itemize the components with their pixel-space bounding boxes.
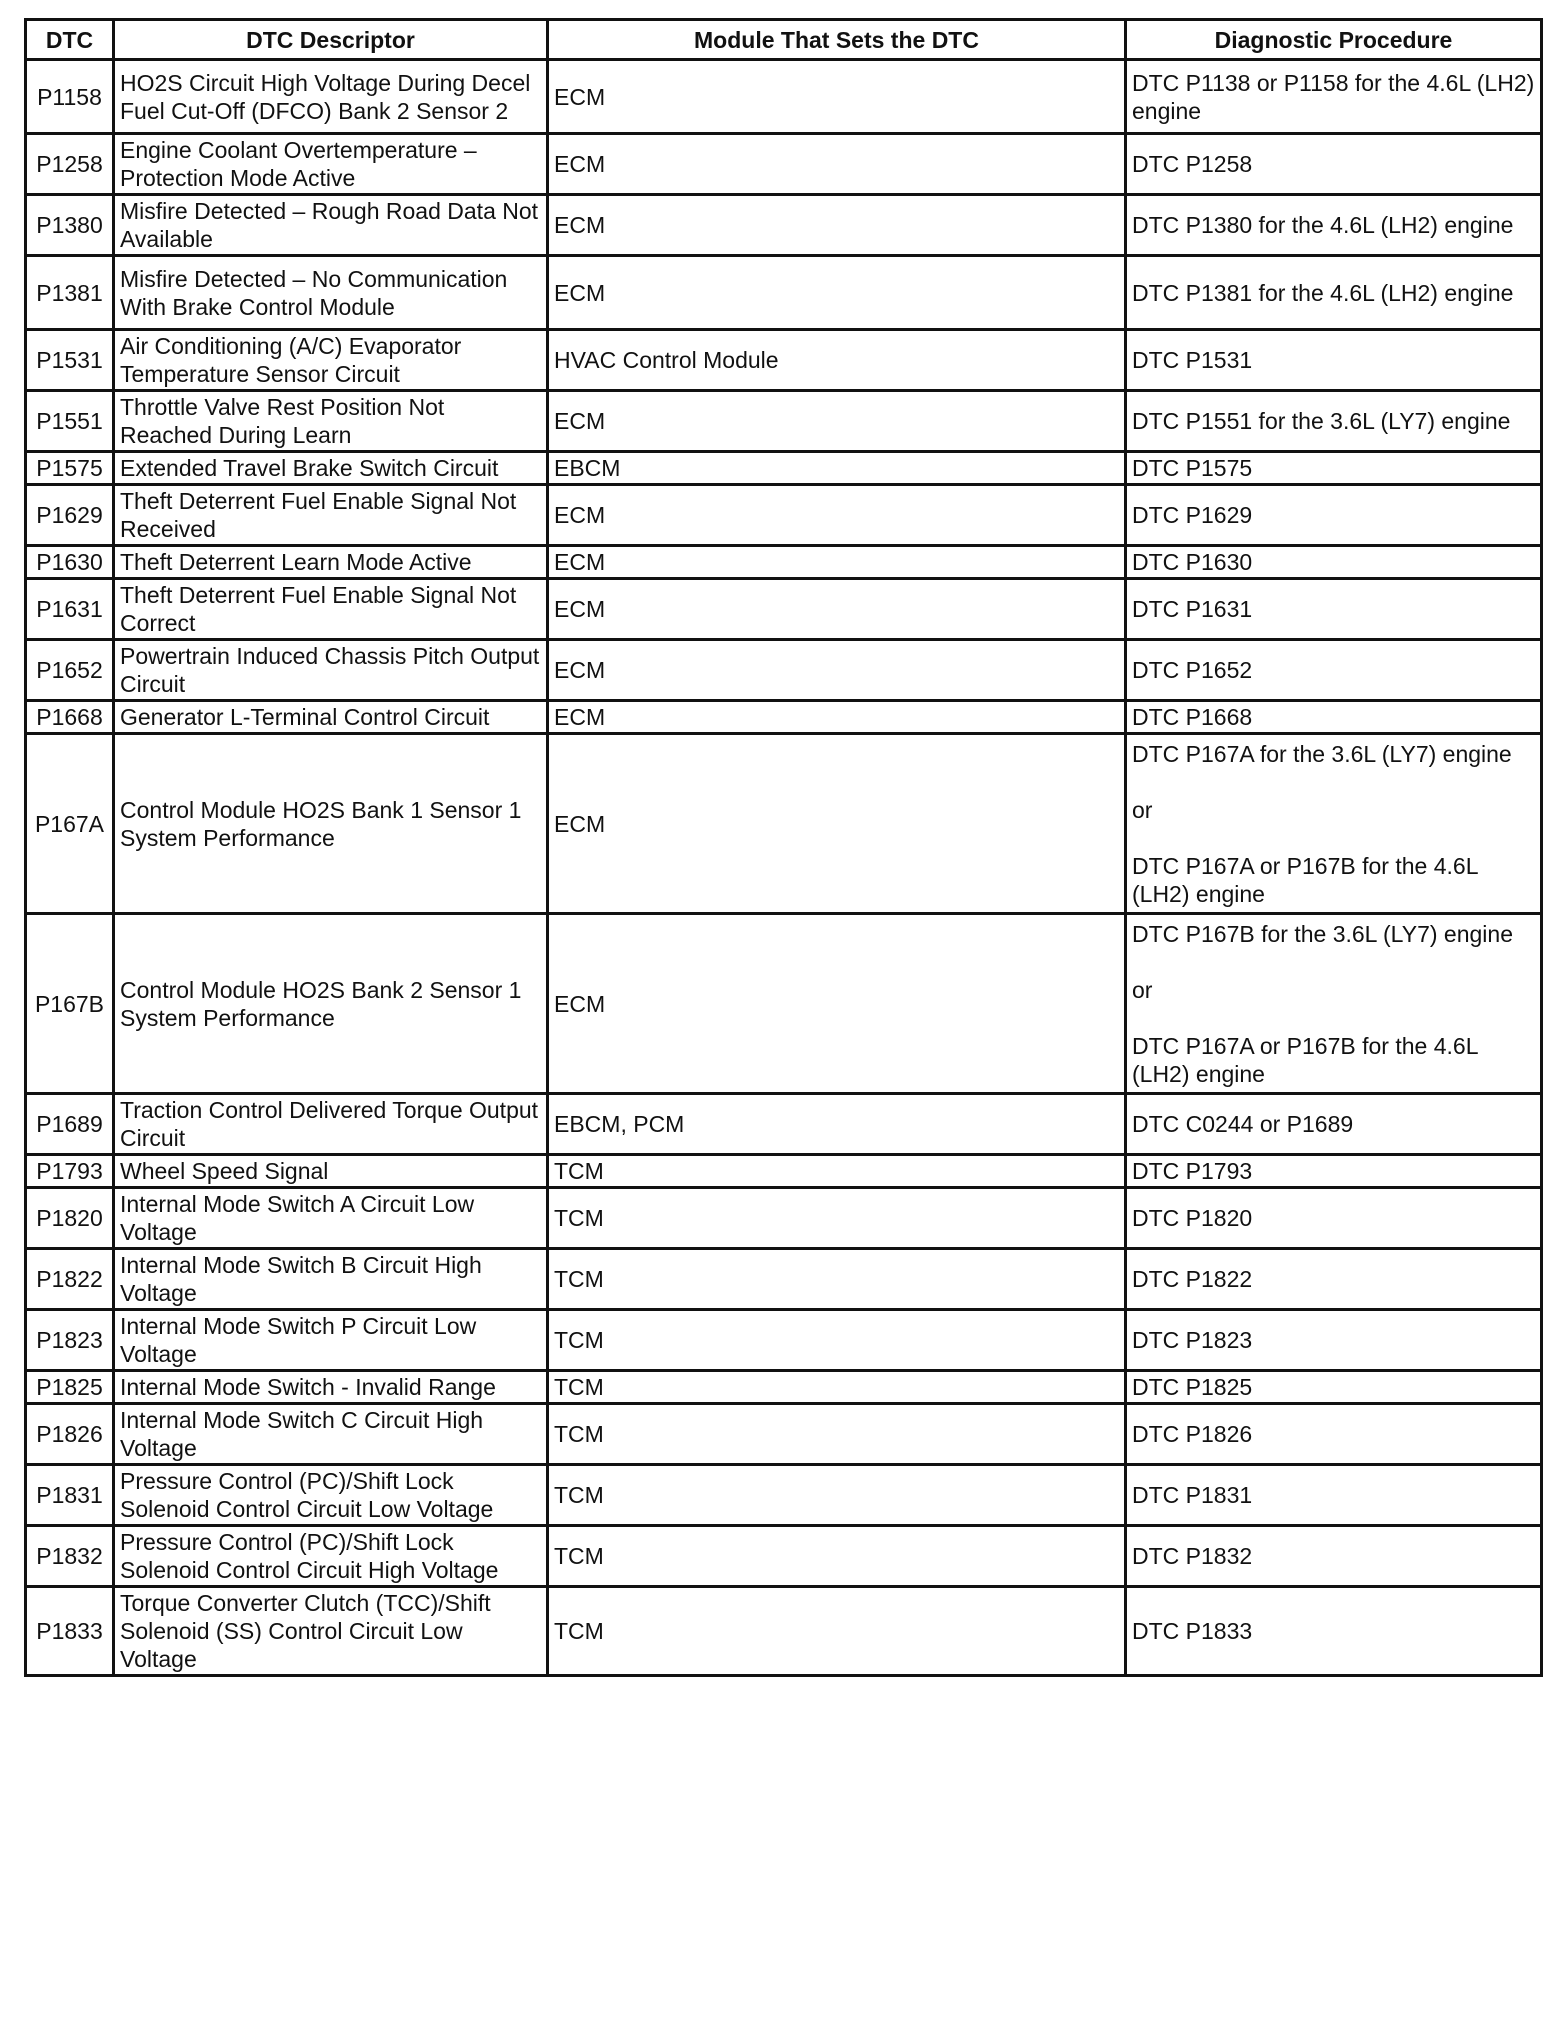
module-cell: ECM: [548, 391, 1126, 452]
dtc-descriptor-cell: Torque Converter Clutch (TCC)/Shift Solenoid (SS) Control Circuit Low Voltage: [114, 1587, 548, 1676]
table-row: [26, 256, 1542, 330]
dtc-descriptor-cell: Air Conditioning (A/C) Evaporator Temperature Sensor Circuit: [114, 330, 548, 391]
dtc-code-cell: P1826: [26, 1404, 114, 1465]
table-row: [26, 1465, 1542, 1526]
diagnostic-procedure-cell: DTC P1822: [1126, 1249, 1542, 1310]
diagnostic-procedure-cell: DTC P1793: [1126, 1155, 1542, 1188]
dtc-descriptor-cell: Misfire Detected – Rough Road Data Not Available: [114, 195, 548, 256]
table-row: [26, 60, 1542, 134]
module-cell: TCM: [548, 1155, 1126, 1188]
diagnostic-procedure-cell: DTC P1652: [1126, 640, 1542, 701]
dtc-descriptor-cell: Pressure Control (PC)/Shift Lock Solenoid Control Circuit Low Voltage: [114, 1465, 548, 1526]
diagnostic-procedure-cell: DTC P1831: [1126, 1465, 1542, 1526]
dtc-descriptor-cell: Theft Deterrent Fuel Enable Signal Not Received: [114, 485, 548, 546]
diagnostic-procedure-cell: DTC P1631: [1126, 579, 1542, 640]
table-row: [26, 579, 1542, 640]
diagnostic-procedure-cell: DTC P1630: [1126, 546, 1542, 579]
module-cell: TCM: [548, 1587, 1126, 1676]
module-cell: TCM: [548, 1404, 1126, 1465]
diagnostic-procedure-cell: DTC P1381 for the 4.6L (LH2) engine: [1126, 256, 1542, 330]
dtc-descriptor-cell: Internal Mode Switch A Circuit Low Voltage: [114, 1188, 548, 1249]
diagnostic-procedure-cell: DTC P1575: [1126, 452, 1542, 485]
dtc-descriptor-cell: Control Module HO2S Bank 2 Sensor 1 System Performance: [114, 914, 548, 1094]
table-row: [26, 330, 1542, 391]
module-cell: TCM: [548, 1188, 1126, 1249]
dtc-code-cell: P1631: [26, 579, 114, 640]
table-row: [26, 734, 1542, 914]
dtc-code-cell: P1823: [26, 1310, 114, 1371]
diagnostic-procedure-cell: DTC P1832: [1126, 1526, 1542, 1587]
table-row: [26, 1404, 1542, 1465]
dtc-descriptor-cell: Internal Mode Switch B Circuit High Voltage: [114, 1249, 548, 1310]
dtc-code-cell: P1629: [26, 485, 114, 546]
module-cell: TCM: [548, 1310, 1126, 1371]
dtc-descriptor-cell: Internal Mode Switch C Circuit High Voltage: [114, 1404, 548, 1465]
module-cell: TCM: [548, 1249, 1126, 1310]
module-cell: ECM: [548, 640, 1126, 701]
dtc-descriptor-cell: Wheel Speed Signal: [114, 1155, 548, 1188]
table-row: [26, 1526, 1542, 1587]
diagnostic-procedure-cell: DTC P1629: [1126, 485, 1542, 546]
module-cell: ECM: [548, 546, 1126, 579]
module-cell: TCM: [548, 1371, 1126, 1404]
table-row: [26, 1371, 1542, 1404]
diagnostic-procedure-cell: DTC P1668: [1126, 701, 1542, 734]
table-header-row: [26, 20, 1542, 60]
diagnostic-procedure-cell: DTC P1551 for the 3.6L (LY7) engine: [1126, 391, 1542, 452]
module-cell: EBCM, PCM: [548, 1094, 1126, 1155]
header-dtc-descriptor: DTC Descriptor: [114, 20, 548, 60]
table-row: [26, 1188, 1542, 1249]
table-row: [26, 1249, 1542, 1310]
table-row: [26, 914, 1542, 1094]
dtc-code-cell: P1551: [26, 391, 114, 452]
diagnostic-procedure-cell: DTC P1138 or P1158 for the 4.6L (LH2) engine: [1126, 60, 1542, 134]
header-module: Module That Sets the DTC: [548, 20, 1126, 60]
table-body: [26, 60, 1542, 1676]
dtc-table: [24, 18, 1543, 1677]
module-cell: ECM: [548, 579, 1126, 640]
table-row: [26, 1310, 1542, 1371]
table-row: [26, 640, 1542, 701]
dtc-code-cell: P1832: [26, 1526, 114, 1587]
dtc-descriptor-cell: Traction Control Delivered Torque Output Circuit: [114, 1094, 548, 1155]
dtc-descriptor-cell: Internal Mode Switch P Circuit Low Voltage: [114, 1310, 548, 1371]
dtc-descriptor-cell: Powertrain Induced Chassis Pitch Output Circuit: [114, 640, 548, 701]
diagnostic-procedure-cell: DTC P1258: [1126, 134, 1542, 195]
dtc-descriptor-cell: Throttle Valve Rest Position Not Reached During Learn: [114, 391, 548, 452]
module-cell: ECM: [548, 60, 1126, 134]
diagnostic-procedure-cell: DTC P1820: [1126, 1188, 1542, 1249]
dtc-code-cell: P167B: [26, 914, 114, 1094]
module-cell: TCM: [548, 1465, 1126, 1526]
module-cell: ECM: [548, 701, 1126, 734]
diagnostic-procedure-cell: DTC P1833: [1126, 1587, 1542, 1676]
diagnostic-procedure-cell: DTC P167A for the 3.6L (LY7) engine or DTC P167A or P167B for the 4.6L (LH2) engine: [1126, 734, 1542, 914]
diagnostic-procedure-cell: DTC P167B for the 3.6L (LY7) engine or DTC P167A or P167B for the 4.6L (LH2) engine: [1126, 914, 1542, 1094]
dtc-code-cell: P1258: [26, 134, 114, 195]
diagnostic-procedure-cell: DTC P1531: [1126, 330, 1542, 391]
dtc-descriptor-cell: Extended Travel Brake Switch Circuit: [114, 452, 548, 485]
dtc-code-cell: P167A: [26, 734, 114, 914]
diagnostic-procedure-cell: DTC P1823: [1126, 1310, 1542, 1371]
dtc-descriptor-cell: HO2S Circuit High Voltage During Decel Fuel Cut-Off (DFCO) Bank 2 Sensor 2: [114, 60, 548, 134]
table-row: [26, 1155, 1542, 1188]
table-row: [26, 391, 1542, 452]
dtc-descriptor-cell: Theft Deterrent Fuel Enable Signal Not Correct: [114, 579, 548, 640]
table-row: [26, 546, 1542, 579]
module-cell: ECM: [548, 485, 1126, 546]
table-row: [26, 195, 1542, 256]
dtc-descriptor-cell: Theft Deterrent Learn Mode Active: [114, 546, 548, 579]
dtc-code-cell: P1531: [26, 330, 114, 391]
table-row: [26, 1587, 1542, 1676]
dtc-code-cell: P1820: [26, 1188, 114, 1249]
dtc-code-cell: P1575: [26, 452, 114, 485]
dtc-code-cell: P1652: [26, 640, 114, 701]
module-cell: TCM: [548, 1526, 1126, 1587]
table-row: [26, 485, 1542, 546]
module-cell: ECM: [548, 195, 1126, 256]
module-cell: HVAC Control Module: [548, 330, 1126, 391]
dtc-code-cell: P1825: [26, 1371, 114, 1404]
dtc-descriptor-cell: Internal Mode Switch - Invalid Range: [114, 1371, 548, 1404]
dtc-descriptor-cell: Pressure Control (PC)/Shift Lock Solenoid Control Circuit High Voltage: [114, 1526, 548, 1587]
header-dtc: DTC: [26, 20, 114, 60]
module-cell: EBCM: [548, 452, 1126, 485]
dtc-code-cell: P1668: [26, 701, 114, 734]
dtc-code-cell: P1831: [26, 1465, 114, 1526]
dtc-descriptor-cell: Misfire Detected – No Communication With Brake Control Module: [114, 256, 548, 330]
dtc-descriptor-cell: Engine Coolant Overtemperature – Protection Mode Active: [114, 134, 548, 195]
dtc-code-cell: P1630: [26, 546, 114, 579]
header-diagnostic-procedure: Diagnostic Procedure: [1126, 20, 1542, 60]
module-cell: ECM: [548, 256, 1126, 330]
diagnostic-procedure-cell: DTC P1825: [1126, 1371, 1542, 1404]
module-cell: ECM: [548, 914, 1126, 1094]
dtc-descriptor-cell: Control Module HO2S Bank 1 Sensor 1 System Performance: [114, 734, 548, 914]
dtc-code-cell: P1381: [26, 256, 114, 330]
diagnostic-procedure-cell: DTC P1826: [1126, 1404, 1542, 1465]
dtc-descriptor-cell: Generator L-Terminal Control Circuit: [114, 701, 548, 734]
module-cell: ECM: [548, 134, 1126, 195]
dtc-code-cell: P1793: [26, 1155, 114, 1188]
table-row: [26, 701, 1542, 734]
diagnostic-procedure-cell: DTC P1380 for the 4.6L (LH2) engine: [1126, 195, 1542, 256]
dtc-code-cell: P1689: [26, 1094, 114, 1155]
table-row: [26, 452, 1542, 485]
dtc-code-cell: P1822: [26, 1249, 114, 1310]
dtc-code-cell: P1833: [26, 1587, 114, 1676]
module-cell: ECM: [548, 734, 1126, 914]
table-row: [26, 1094, 1542, 1155]
dtc-code-cell: P1380: [26, 195, 114, 256]
dtc-code-cell: P1158: [26, 60, 114, 134]
diagnostic-procedure-cell: DTC C0244 or P1689: [1126, 1094, 1542, 1155]
table-row: [26, 134, 1542, 195]
